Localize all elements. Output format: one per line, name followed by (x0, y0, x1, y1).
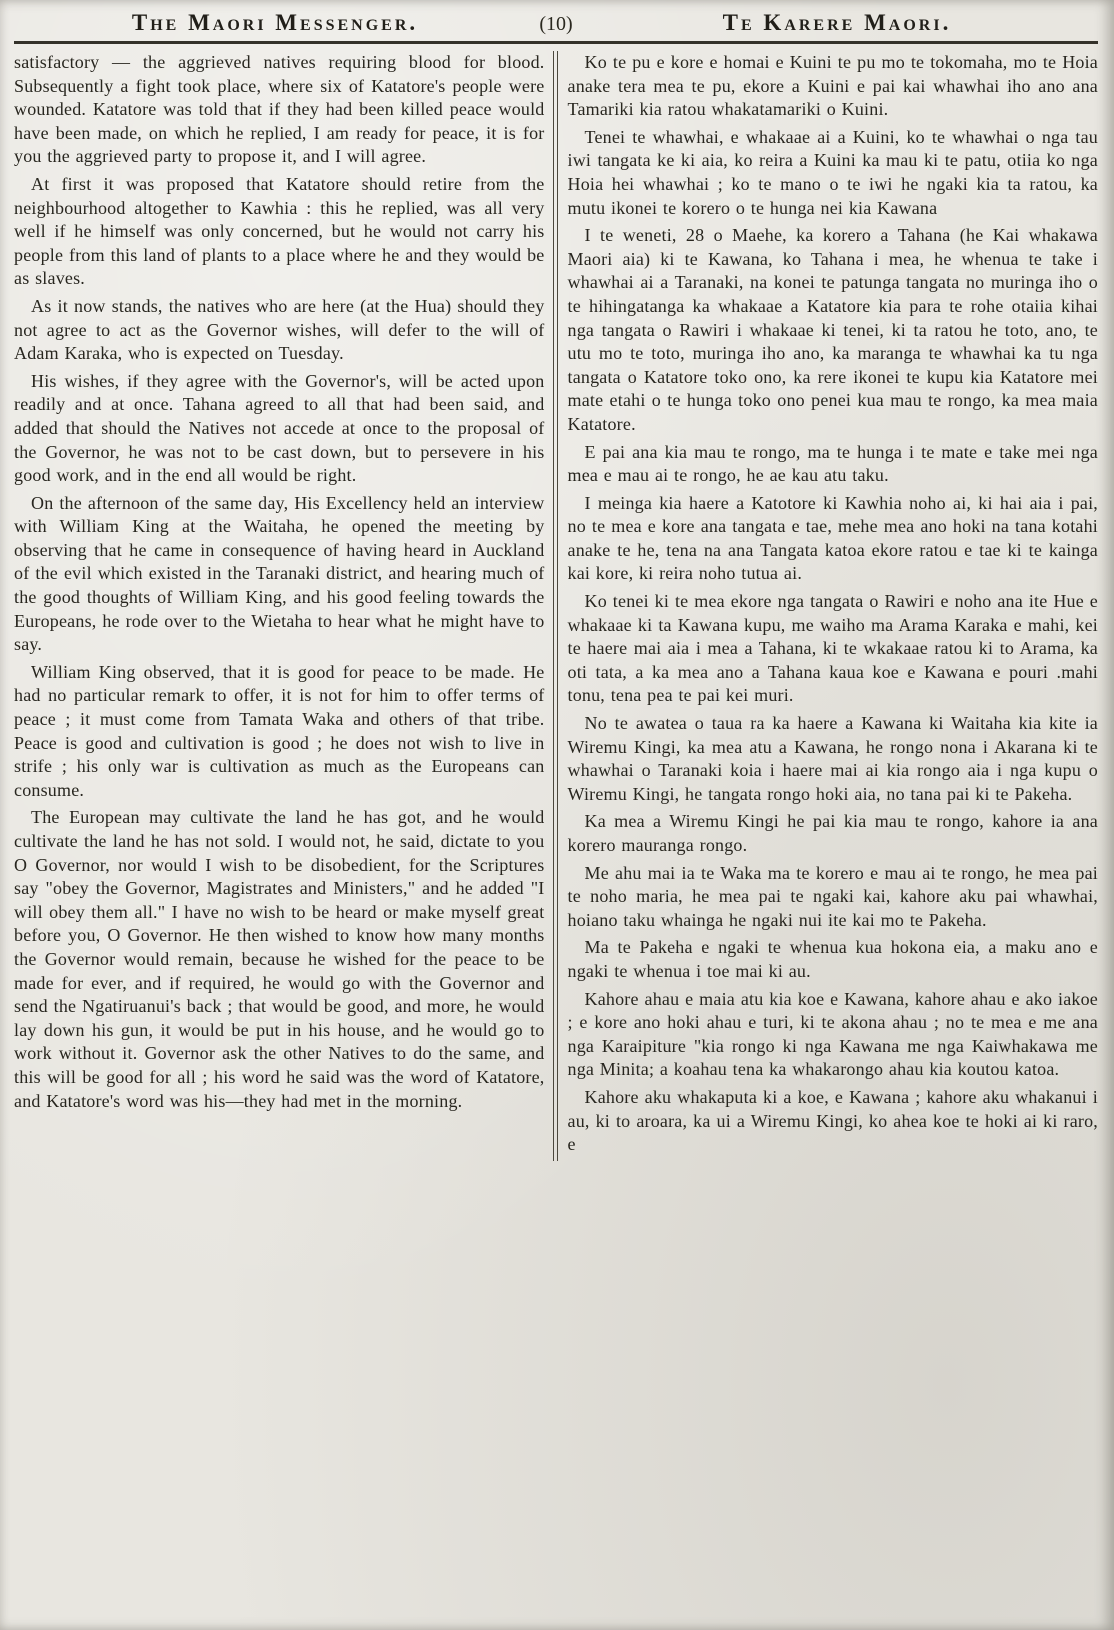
right-column-maori (562, 51, 1099, 1161)
paragraph: The European may cultivate the land he has got, and he would cultivate the land he has not sold. I would not, he said, dictate to you O Governor, nor would I wish to be disobedient, for the Scriptures say "obey the Governor, Magistrates and Ministers," and he added "I will obey them all." I have no wish to be heard or make myself great before you, O Governor. He then wished to know how many months the Governor would remain, because he wished for the peace to be made for ever, and if required, he would go with the Governor and send the Ngatiruanui's back ; that would be good, and more, he would lay down his gun, it would be put in his house, and he would go to work without it. Governor ask the other Natives to do the same, and this will be good for all ; his word he said was the word of Katatore, and Katatore's word was his—they had met in the morning. (14, 807, 545, 1111)
paragraph: On the afternoon of the same day, His Excellency held an interview with William King at the Waitaha, he opened the meeting by observing that he came in consequence of having heard in Auckland of the evil which existed in the Taranaki district, and hearing much of the good thoughts of William King, and his good feeling towards the Europeans, he rode over to the Wietaha to hear what he might have to say. (14, 492, 545, 655)
paragraph: William King observed, that it is good for peace to be made. He had no particular remark to offer, it is not for him to offer terms of peace ; it must come from Tamata Waka and others of that tribe. Peace is good and cultivation is good ; he does not wish to live in strife ; his only war is cultivation as much as the Europeans can consume. (14, 661, 545, 800)
masthead-left-title: The Maori Messenger. (131, 10, 419, 35)
paragraph: At first it was proposed that Katatore should retire from the neighbourhood altogether to Kawhia : this he replied, was all very well if he himself was only concerned, but he would not carry his people from this land of plants to a place where he and they would be as slaves. (14, 173, 545, 289)
masthead-rule (14, 41, 1098, 44)
paragraph: Ko te pu e kore e homai e Kuini te pu mo te tokomaha, mo te Hoia anake tera mea te pu, ekore a Kuini e pai kai whawhai iho ano ana Tamariki kia ratou whakatamariki o Kuini. (567, 52, 1098, 120)
paragraph: Me ahu mai ia te Waka ma te korero e mau ai te rongo, he mea pai te noho maria, he mea pai te ngaki kai, kahore aku pai whawhai, hoiano taku whainga he ngaki nui ite kai mo te Pakeha. (567, 862, 1098, 930)
column-divider (553, 51, 558, 1161)
paragraph: No te awatea o taua ra ka haere a Kawana ki Waitaha kia kite ia Wiremu Kingi, ka mea atu a Kawana, he rongo nona i Akarana ki te whawhai o Taranaki koia i haere mai ai kia rongo aia i nga kupu o Wiremu Kingi, he tangata rongo hoki aia, no tana pai ki te Pakeha. (567, 713, 1098, 804)
masthead (14, 8, 1098, 41)
paragraph: E pai ana kia mau te rongo, ma te hunga i te mate e take mei nga mea e mau ai te rongo, he ae kau atu taku. (567, 441, 1098, 486)
paragraph: Ka mea a Wiremu Kingi he pai kia mau te rongo, kahore ia ana korero mauranga rongo. (567, 811, 1098, 855)
paragraph: Ma te Pakeha e ngaki te whenua kua hokona eia, a maku ano e ngaki te whenua i toe mai ki au. (567, 937, 1098, 981)
paragraph: His wishes, if they agree with the Governor's, will be acted upon readily and at once. Tahana agreed to all that had been said, and added that should the Natives not accede at once to the proposal of the Governor, he was not to be cast down, but to persevere in his good work, and in the end all would be right. (14, 370, 545, 486)
page-number: (10) (539, 13, 573, 35)
paragraph: satisfactory — the aggrieved natives requiring blood for blood. Subsequently a fight took place, where six of Katatore's people were wounded. Katatore was told that if they had been killed peace would have been made, on which he replied, I am ready for peace, it is for you the aggrieved party to propose it, and I will agree. (14, 52, 545, 167)
left-column-english (14, 51, 549, 1161)
paragraph: I te weneti, 28 o Maehe, ka korero a Tahana (he Kai whakawa Maori aia) ki te Kawana, ko Tahana i mea, he whenua te take i whawhai ai a Taranaki, na konei te patunga tangata no muringa iho o te hihingatanga ka whakaae a Katatore kia para te rohe otaiia kihai nga tangata o Rawiri i whakaae ki tenei, ki ta ratou he toto, ano, te utu mo te toto, muringa iho ano, ka maranga te whawhai ka tu nga tangata o Katatore toko ono, ka rere ikonei te kupu kia Katatore mei mate etahi o te hunga toko ono penei kua mau te rongo, ka mea maia Katatore. (567, 225, 1098, 434)
paragraph: Kahore aku whakaputa ki a koe, e Kawana ; kahore aku whakanui i au, ki to aroara, ka ui a Wiremu Kingi, ko ahea koe te hoki ai ki raro, e (567, 1086, 1098, 1155)
paragraph: As it now stands, the natives who are here (at the Hua) should they not agree to act as the Governor wishes, will defer to the will of Adam Karaka, who is expected on Tuesday. (14, 295, 545, 364)
paragraph: Kahore ahau e maia atu kia koe e Kawana, kahore ahau e ako iakoe ; e kore ano hoki ahau e turi, ki te akona ahau ; no te mea e me ana nga Karaipiture "kia rongo ki nga Kawana me nga Kaiwhakawa me nga Minita; a koahau tena ka whakarongo ahau kia koutou katoa. (567, 988, 1098, 1080)
masthead-right-title: Te Karere Maori. (722, 10, 952, 35)
article-columns (14, 51, 1098, 1161)
paragraph: Tenei te whawhai, e whakaae ai a Kuini, ko te whawhai o nga tau iwi tangata ke ki aia, ko reira a Kuini ka mau ki te patu, otiia ko nga Hoia hei whawhai ; ko te mano o te iwi he ngaki kia ta ratou, ka mutu ikonei te korero o te hunga nei kia Kawana (567, 126, 1098, 218)
paragraph: I meinga kia haere a Katotore ki Kawhia noho ai, ki hai aia i pai, no te mea e kore ana tangata e tae, mehe mea ano hoki na tana kotahi anake te he, tena na ana Tangata katoa ekore ratou e tae ki te kainga kai kore, ki reira noho tutua ai. (567, 492, 1098, 584)
paragraph: Ko tenei ki te mea ekore nga tangata o Rawiri e noho ana ite Hue e whakaae ki ta Kawana kupu, me waiho ma Arama Karaka e mahi, kei te haere mai aia i mea a Tahana, ki te wkakaae ratou ki to Arama, ka oti tata, a ka mea ano a Tahana kaua koe e Kawana e pouri .mahi tonu, tena pea te pai kei muri. (567, 591, 1098, 706)
